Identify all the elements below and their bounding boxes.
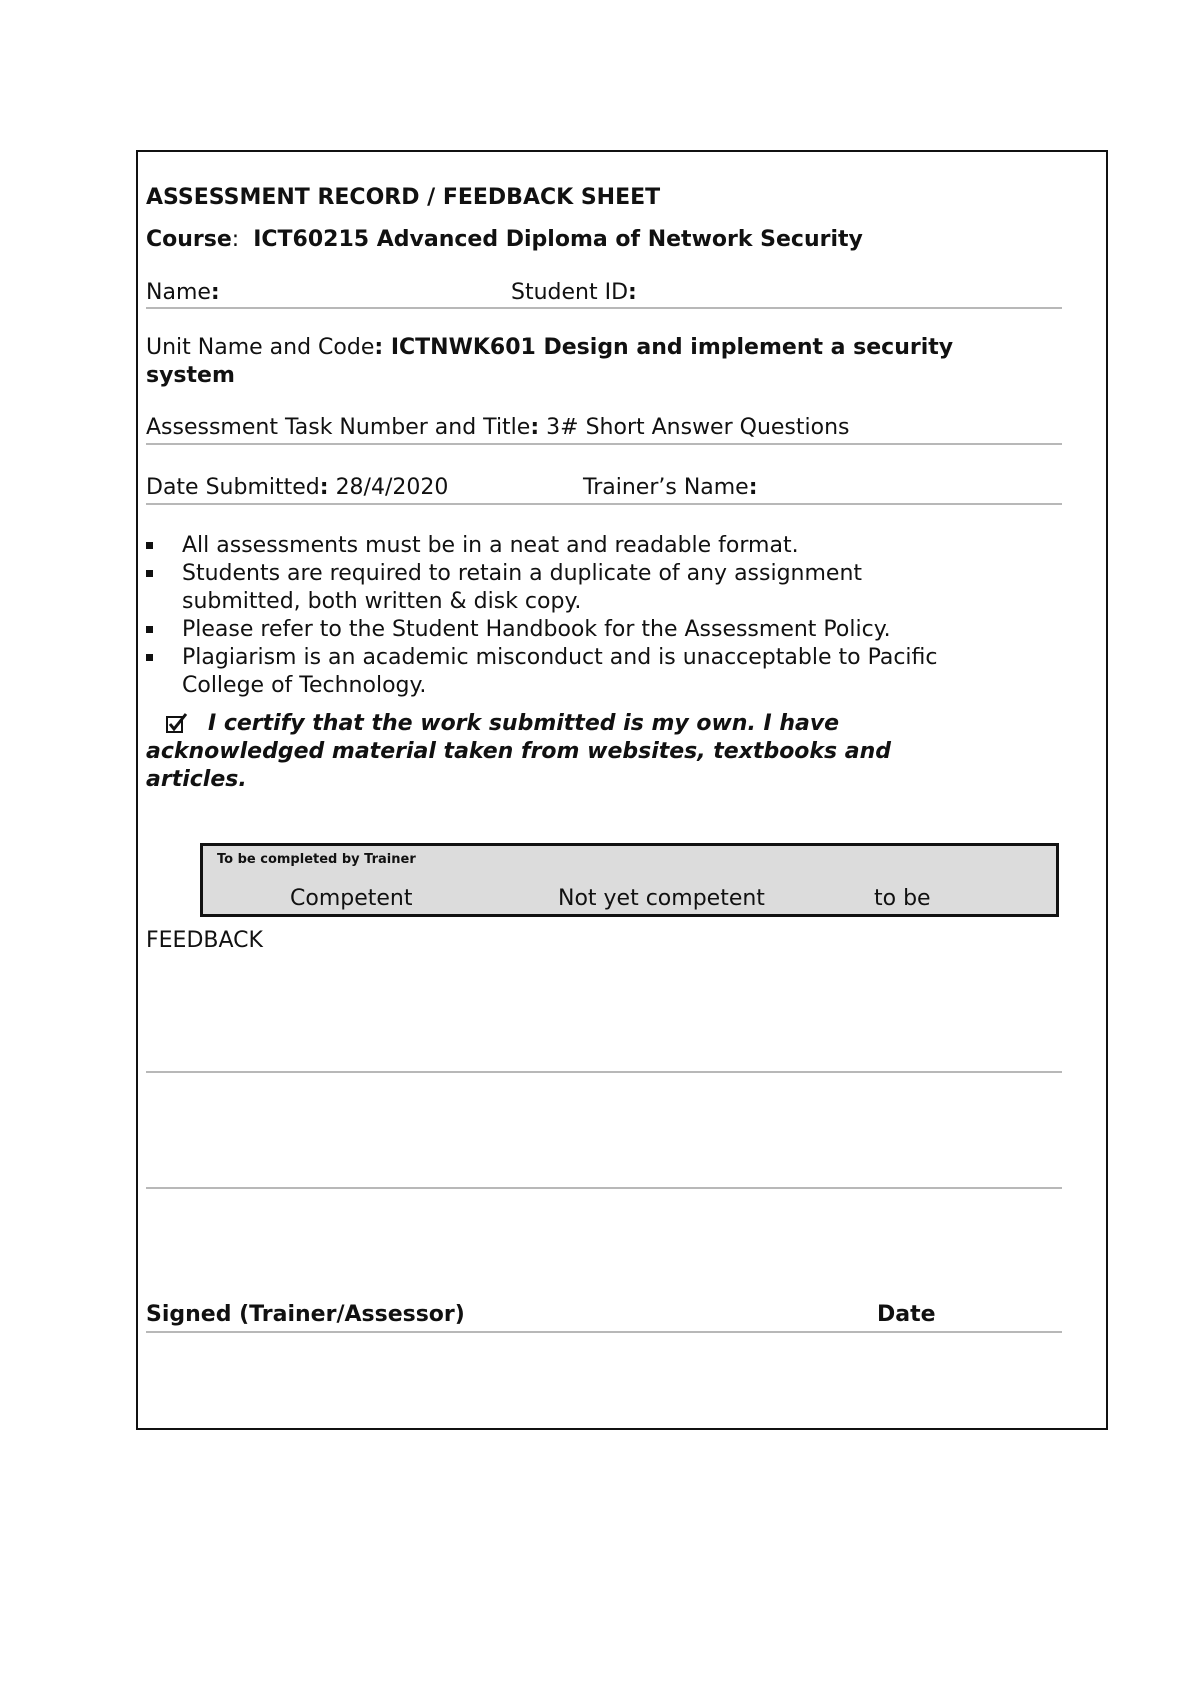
bullet-icon	[146, 570, 153, 577]
rules-item-text: Plagiarism is an academic misconduct and is unacceptable to Pacific	[182, 645, 938, 670]
trainer-name-field[interactable]	[583, 474, 758, 502]
bullet-icon	[146, 626, 153, 633]
rules-item-text-continued: submitted, both written & disk copy.	[182, 589, 582, 614]
to-be-option[interactable]: to be	[874, 886, 931, 911]
task-value: 3# Short Answer Questions	[546, 415, 850, 440]
rules-item-text: Please refer to the Student Handbook for the Assessment Policy.	[182, 617, 891, 642]
certification-line: articles.	[146, 767, 247, 792]
student-id-field[interactable]	[511, 279, 637, 307]
task-colon: :	[530, 415, 540, 440]
student-id-colon: :	[628, 280, 637, 305]
bullet-icon	[146, 654, 153, 661]
unit-row	[146, 334, 953, 362]
certification-statement	[146, 710, 1086, 794]
form-title: ASSESSMENT RECORD / FEEDBACK SHEET	[146, 185, 661, 210]
date-submitted-label: Date Submitted	[146, 475, 320, 500]
name-colon: :	[210, 280, 220, 305]
course-label: Course	[146, 227, 232, 252]
competent-option[interactable]: Competent	[290, 886, 413, 911]
date-submitted-colon: :	[319, 475, 329, 500]
trainer-name-colon: :	[748, 475, 758, 500]
not-yet-competent-option[interactable]: Not yet competent	[558, 886, 765, 911]
signed-label: Signed (Trainer/Assessor)	[146, 1302, 465, 1327]
rules-list	[146, 532, 1066, 700]
date-underline	[146, 503, 1062, 505]
certification-line: I certify that the work submitted is my own. I have	[208, 711, 840, 736]
name-field[interactable]	[146, 279, 220, 307]
rules-list-item	[146, 560, 1066, 616]
signoff-underline[interactable]	[146, 1331, 1062, 1333]
feedback-line[interactable]	[146, 1071, 1062, 1073]
name-underline	[146, 307, 1062, 309]
rules-item-text: Students are required to retain a duplicate of any assignment	[182, 561, 863, 586]
task-row	[146, 414, 850, 442]
bullet-icon	[146, 542, 153, 549]
rules-list-item	[146, 616, 1066, 644]
certification-line: acknowledged material taken from websites, textbooks and	[146, 739, 892, 764]
task-underline	[146, 443, 1062, 445]
course-colon: :	[231, 227, 240, 252]
date-submitted-value: 28/4/2020	[335, 475, 449, 500]
name-label: Name	[146, 280, 211, 305]
checked-box-icon[interactable]	[166, 713, 188, 733]
signoff-date-label: Date	[877, 1302, 936, 1327]
feedback-line[interactable]	[146, 1187, 1062, 1189]
trainer-note: To be completed by Trainer	[217, 852, 416, 867]
task-label: Assessment Task Number and Title	[146, 415, 531, 440]
course-value: ICT60215 Advanced Diploma of Network Security	[253, 227, 863, 252]
rules-item-text: All assessments must be in a neat and readable format.	[182, 533, 799, 558]
unit-value: : ICTNWK601 Design and implement a security	[374, 335, 954, 360]
unit-label: Unit Name and Code	[146, 335, 375, 360]
date-submitted-row	[146, 474, 448, 502]
rules-list-item	[146, 532, 1066, 560]
trainer-completion-box	[200, 843, 1059, 917]
trainer-name-label: Trainer’s Name	[583, 475, 749, 500]
course-row	[146, 226, 863, 254]
unit-value-continued: system	[146, 363, 235, 388]
rules-list-item	[146, 644, 1066, 700]
feedback-heading: FEEDBACK	[146, 928, 263, 953]
student-id-label: Student ID	[511, 280, 629, 305]
rules-item-text-continued: College of Technology.	[182, 673, 427, 698]
